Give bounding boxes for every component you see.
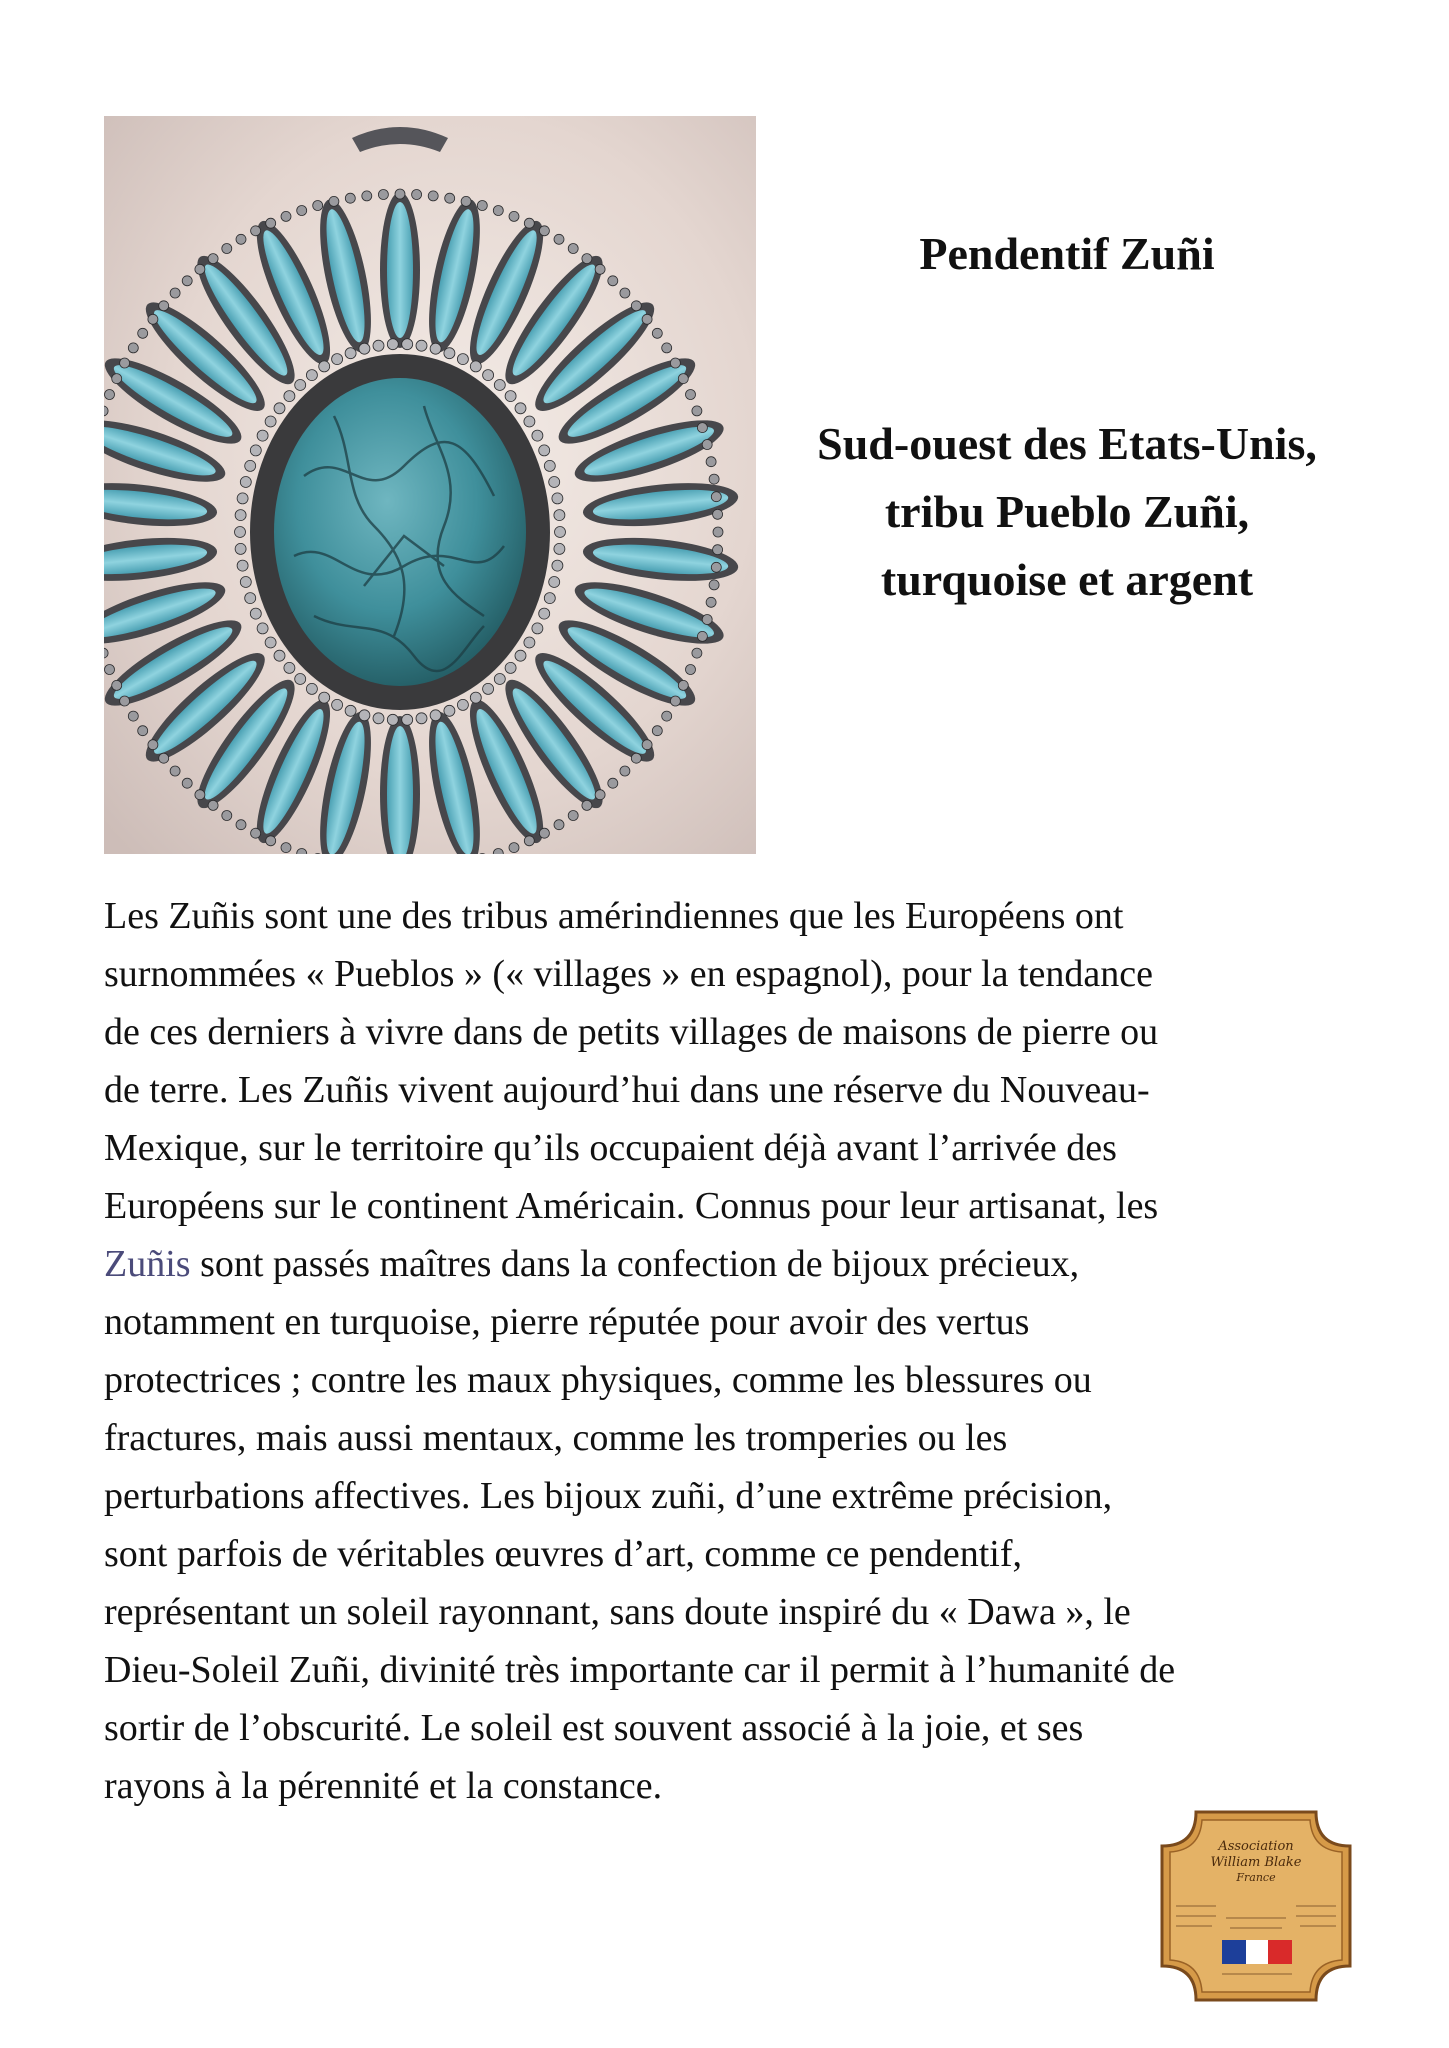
silver-bead: [240, 577, 251, 588]
silver-bead: [148, 314, 158, 324]
silver-bead: [281, 211, 291, 221]
silver-bead: [711, 562, 721, 572]
silver-bead: [245, 593, 256, 604]
silver-bead: [412, 190, 422, 200]
silver-bead: [549, 577, 560, 588]
subtitle-line: turquoise et argent: [880, 554, 1254, 605]
silver-bead: [457, 699, 468, 710]
silver-bead: [686, 390, 696, 400]
silver-bead: [524, 836, 534, 846]
silver-bead: [345, 193, 355, 203]
subtitle-line: tribu Pueblo Zuñi,: [884, 486, 1250, 537]
body-line: Mexique, sur le territoire qu’ils occupaient déjà avant l’arrivée des: [104, 1127, 1117, 1169]
silver-bead: [494, 674, 505, 685]
silver-bead: [444, 348, 455, 359]
petal: [380, 192, 420, 348]
silver-bead: [250, 445, 261, 456]
silver-bead: [554, 510, 565, 521]
body-line: fractures, mais aussi mentaux, comme les tromperies ou les: [104, 1417, 1008, 1459]
silver-bead: [608, 276, 618, 286]
silver-bead: [652, 328, 662, 338]
silver-bead: [236, 820, 246, 830]
silver-bead: [697, 423, 707, 433]
silver-bead: [461, 196, 471, 206]
body-line: protectrices ; contre les maux physiques, comme les blessures ou: [104, 1359, 1092, 1401]
silver-bead: [345, 705, 356, 716]
silver-bead: [250, 608, 261, 619]
silver-bead: [631, 753, 641, 763]
body-line: Dieu-Soleil Zuñi, divinité très importante car il permit à l’humanité de: [104, 1649, 1176, 1691]
page-title: Pendentif Zuñi: [919, 228, 1215, 279]
silver-bead: [138, 726, 148, 736]
silver-bead: [706, 597, 716, 607]
silver-bead: [711, 492, 721, 502]
silver-bead: [332, 699, 343, 710]
silver-bead: [670, 358, 680, 368]
silver-bead: [509, 211, 519, 221]
silver-bead: [237, 493, 248, 504]
silver-bead: [713, 545, 723, 555]
silver-bead: [702, 615, 712, 625]
pendant-photo: [104, 116, 756, 854]
silver-bead: [148, 740, 158, 750]
silver-bead: [477, 201, 487, 211]
silver-bead: [182, 778, 192, 788]
silver-bead: [195, 790, 205, 800]
silver-bead: [445, 193, 455, 203]
silver-bead: [544, 593, 555, 604]
body-line: sont parfois de véritables œuvres d’art, comme ce pendentif,: [104, 1533, 1023, 1575]
silver-bead: [652, 726, 662, 736]
silver-bead: [416, 340, 427, 351]
silver-bead: [128, 343, 138, 353]
silver-bead: [549, 477, 560, 488]
silver-bead: [532, 623, 543, 634]
silver-bead: [112, 680, 122, 690]
silver-bead: [706, 457, 716, 467]
french-republic-flag-icon: [1222, 1940, 1292, 1964]
silver-bead: [568, 811, 578, 821]
silver-bead: [713, 527, 723, 537]
silver-bead: [620, 288, 630, 298]
silver-bead: [692, 648, 702, 658]
silver-bead: [387, 714, 398, 725]
silver-bead: [416, 713, 427, 724]
silver-bead: [670, 696, 680, 706]
seal-association-text: Association: [1218, 1839, 1294, 1854]
association-seal-logo: [1156, 1806, 1356, 2006]
silver-bead: [112, 374, 122, 384]
silver-bead: [713, 509, 723, 519]
silver-bead: [582, 254, 592, 264]
silver-bead: [595, 790, 605, 800]
silver-bead: [709, 580, 719, 590]
body-line: représentant un soleil rayonnant, sans doute inspiré du « Dawa », le: [104, 1591, 1131, 1633]
silver-bead: [159, 301, 169, 311]
body-line: de terre. Les Zuñis vivent aujourd’hui dans une réserve du Nouveau-: [104, 1069, 1150, 1111]
silver-bead: [554, 820, 564, 830]
silver-bead: [274, 403, 285, 414]
subtitle-line: Sud-ouest des Etats-Unis,: [817, 418, 1317, 469]
silver-bead: [539, 608, 550, 619]
silver-bead: [182, 276, 192, 286]
silver-bead: [430, 710, 441, 721]
body-line: Les Zuñis sont une des tribus amérindiennes que les Européens ont: [104, 895, 1124, 937]
silver-bead: [457, 354, 468, 365]
silver-bead: [678, 374, 688, 384]
silver-bead: [552, 493, 563, 504]
silver-bead: [686, 665, 696, 675]
silver-bead: [265, 416, 276, 427]
silver-bead: [678, 680, 688, 690]
silver-bead: [493, 206, 503, 216]
silver-bead: [170, 766, 180, 776]
silver-bead: [509, 843, 519, 853]
silver-bead: [284, 391, 295, 402]
silver-bead: [642, 314, 652, 324]
silver-bead: [515, 650, 526, 661]
silver-bead: [128, 711, 138, 721]
silver-bead: [470, 692, 481, 703]
silver-bead: [544, 460, 555, 471]
silver-bead: [554, 234, 564, 244]
silver-bead: [266, 836, 276, 846]
silver-bead: [483, 683, 494, 694]
silver-bead: [483, 370, 494, 381]
silver-bead: [428, 191, 438, 201]
silver-bead: [105, 390, 115, 400]
silver-bead: [505, 662, 516, 673]
silver-bead: [552, 560, 563, 571]
silver-bead: [373, 713, 384, 724]
silver-bead: [257, 430, 268, 441]
silver-bead: [208, 254, 218, 264]
silver-bead: [170, 288, 180, 298]
silver-bead: [257, 623, 268, 634]
silver-bead: [532, 430, 543, 441]
silver-bead: [555, 527, 566, 538]
silver-bead: [620, 766, 630, 776]
silver-bead: [692, 406, 702, 416]
silver-bead: [387, 339, 398, 350]
body-line: [104, 1235, 1354, 1293]
silver-bead: [359, 343, 370, 354]
silver-bead: [595, 264, 605, 274]
silver-bead: [395, 189, 405, 199]
silver-bead: [208, 800, 218, 810]
silver-bead: [402, 714, 413, 725]
silver-bead: [631, 301, 641, 311]
silver-bead: [274, 650, 285, 661]
silver-bead: [235, 527, 246, 538]
body-line: notamment en turquoise, pierre réputée pour avoir des vertus: [104, 1301, 1030, 1343]
silver-bead: [120, 358, 130, 368]
silver-bead: [329, 196, 339, 206]
silver-bead: [281, 843, 291, 853]
silver-bead: [662, 711, 672, 721]
silver-bead: [222, 811, 232, 821]
silver-bead: [402, 339, 413, 350]
silver-bead: [582, 800, 592, 810]
silver-bead: [240, 477, 251, 488]
body-line: perturbations affectives. Les bijoux zuñi, d’une extrême précision,: [104, 1475, 1113, 1517]
seal-name-text: William Blake: [1210, 1855, 1302, 1870]
silver-bead: [235, 510, 246, 521]
silver-bead: [295, 380, 306, 391]
silver-bead: [430, 343, 441, 354]
silver-bead: [494, 380, 505, 391]
silver-bead: [697, 631, 707, 641]
silver-bead: [359, 710, 370, 721]
silver-bead: [539, 445, 550, 456]
silver-bead: [470, 361, 481, 372]
silver-bead: [444, 705, 455, 716]
silver-bead: [608, 778, 618, 788]
silver-bead: [295, 674, 306, 685]
body-line: de ces derniers à vivre dans de petits villages de maisons de pierre ou: [104, 1011, 1159, 1053]
silver-bead: [515, 403, 526, 414]
silver-bead: [251, 226, 261, 236]
silver-bead: [222, 244, 232, 254]
silver-bead: [332, 354, 343, 365]
silver-bead: [378, 190, 388, 200]
silver-bead: [319, 692, 330, 703]
silver-bead: [662, 343, 672, 353]
silver-bead: [568, 244, 578, 254]
silver-bead: [236, 234, 246, 244]
silver-bead: [138, 328, 148, 338]
silver-bead: [505, 391, 516, 402]
silver-bead: [524, 416, 535, 427]
silver-bead: [306, 370, 317, 381]
silver-bead: [237, 560, 248, 571]
silver-bead: [539, 226, 549, 236]
silver-bead: [373, 340, 384, 351]
silver-bead: [251, 828, 261, 838]
silver-bead: [306, 683, 317, 694]
silver-bead: [159, 753, 169, 763]
silver-bead: [524, 218, 534, 228]
silver-bead: [265, 637, 276, 648]
silver-bead: [539, 828, 549, 838]
highlighted-word: Zuñis: [104, 1243, 191, 1285]
silver-bead: [105, 665, 115, 675]
body-text: [104, 887, 1354, 1815]
silver-bead: [266, 218, 276, 228]
silver-bead: [245, 460, 256, 471]
silver-bead: [297, 206, 307, 216]
silver-bead: [702, 440, 712, 450]
silver-bead: [235, 543, 246, 554]
seal-country-text: France: [1236, 1871, 1276, 1884]
body-line: sortir de l’obscurité. Le soleil est souvent associé à la joie, et ses: [104, 1707, 1084, 1749]
silver-bead: [554, 543, 565, 554]
silver-bead: [709, 474, 719, 484]
body-line: surnommées « Pueblos » (« villages » en espagnol), pour la tendance: [104, 953, 1153, 995]
silver-bead: [642, 740, 652, 750]
body-line: rayons à la pérennité et la constance.: [104, 1765, 663, 1807]
body-line: Européens sur le continent Américain. Connus pour leur artisanat, les: [104, 1185, 1159, 1227]
silver-bead: [195, 264, 205, 274]
silver-bead: [524, 637, 535, 648]
silver-bead: [120, 696, 130, 706]
silver-bead: [345, 348, 356, 359]
subtitle: [780, 410, 1354, 614]
silver-bead: [362, 191, 372, 201]
silver-bead: [319, 361, 330, 372]
silver-bead: [313, 201, 323, 211]
turquoise-stone: [274, 378, 526, 686]
silver-bead: [284, 662, 295, 673]
body-line-rest: sont passés maîtres dans la confection de bijoux précieux,: [200, 1243, 1080, 1285]
